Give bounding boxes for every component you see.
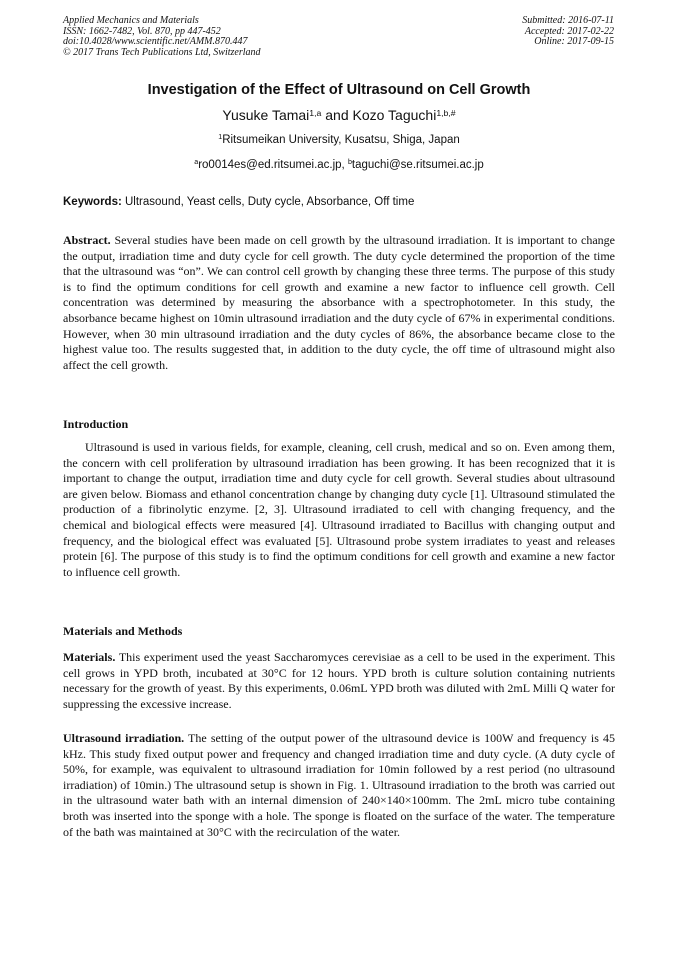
irradiation-text: The setting of the output power of the ultrasound device is 100W and frequency is 45 kHz. This study fixed output power and frequency and changed irradiation time and duty cycle. (A duty cycle of 50%, for example, was equivalent to ultrasound irradiation for 10min followed by a rest period (no ultrasound irradiation) of 10min.) The ultrasound setup is shown in Fig. 1. Ultrasound irradiation to the broth was carried out in the ultrasound water bath with an internal dimension of 240×140×100mm. The 2mL micro tube containing broth was inserted into the sponge with a hole. The sponge is floated on the surface of the water. The temperature of the bath was maintained at 30°C with the recirculation of the water. [63, 731, 615, 839]
online-date: Online: 2017-09-15 [534, 36, 614, 48]
journal-name: Applied Mechanics and Materials [63, 15, 199, 26]
author-line [0, 107, 678, 123]
materials-label: Materials. [63, 650, 116, 664]
abstract-label: Abstract. [63, 233, 111, 247]
author-name: Kozo Taguchi [352, 107, 437, 123]
abstract [63, 233, 615, 373]
irradiation-label: Ultrasound irradiation. [63, 731, 185, 745]
author-conjunction: and [321, 107, 353, 123]
keywords-text: Ultrasound, Yeast cells, Duty cycle, Absorbance, Off time [121, 196, 415, 208]
email-line [0, 159, 678, 171]
abstract-text: Several studies have been made on cell growth by the ultrasound irradiation. It is important to change the output, irradiation time and duty cycle for cell growth. The duty cycle determined the proportion of the time that the ultrasound was “on”. We can control cell growth by changing these three terms. The purpose of this study is to find the optimum conditions for cell growth and examine a new factor to influence cell growth. Cell concentration was determined by measuring the absorbance with a spectrophotometer. In this study, the absorbance became highest on 10min ultrasound irradiation and the duty cycle of 67% in experimental conditions. However, when 30 min ultrasound irradiation and the duty cycles of 86%, the absorbance became close to the highest value too. The results suggested that, in addition to the duty cycle, the off time of ultrasound might also affect the cell growth. [63, 233, 615, 372]
keywords-label: Keywords: [63, 196, 122, 208]
doi-line: doi:10.4028/www.scientific.net/AMM.870.447 [63, 36, 248, 48]
date-info [522, 16, 614, 48]
author-superscript: 1,b,# [436, 107, 456, 118]
materials-paragraph [63, 650, 615, 712]
copyright-line: © 2017 Trans Tech Publications Ltd, Switzerland [63, 46, 261, 58]
affiliation-superscript: 1 [218, 133, 223, 142]
irradiation-paragraph [63, 731, 615, 840]
affiliation [0, 134, 678, 146]
materials-text: This experiment used the yeast Saccharomyces cerevisiae as a cell to be used in the experiment. This cell grows in YPD broth, incubated at 30°C for 12 hours. YPD broth is culture solution containing nutrients necessary for the growth of yeast. By this experiments, 0.06mL YPD broth was diluted with 2mL Milli Q water for suppressing the excessive increase. [63, 650, 615, 711]
materials-methods-heading: Materials and Methods [63, 624, 183, 638]
journal-info [63, 16, 261, 58]
keywords [63, 196, 615, 208]
email-a: ro0014es@ed.ritsumei.ac.jp, [198, 159, 348, 171]
introduction-text: Ultrasound is used in various fields, for example, cleaning, cell crush, medical and so on. Even among them, the concern with cell proliferation by ultrasound irradiation has been growing. It has been recognized that it is important to change the output, irradiation time and duty cycle for cell growth. Several studies about ultrasound are given below. Biomass and ethanol concentration change by changing duty cycle [1]. Ultrasound stimulated the production of a fibrinolytic enzyme. [2, 3]. Ultrasound irradiated to cell with changing frequency, and the chemical and biological effects were measured [4]. Ultrasound irradiated to Bacillus with changing output and frequency, and the biological effect was evaluated [5]. Ultrasound probe system irradiates to yeast and releases protein [6]. The purpose of this study is to find the optimum conditions for cell growth and examine a new factor to influence cell growth. [63, 440, 615, 579]
email-superscript: b [347, 158, 352, 167]
issn-line: ISSN: 1662-7482, Vol. 870, pp 447-452 [63, 25, 221, 37]
introduction-body [63, 440, 615, 580]
email-superscript: a [194, 158, 199, 167]
email-b: taguchi@se.ritsumei.ac.jp [351, 159, 484, 171]
introduction-heading: Introduction [63, 417, 129, 431]
author-name: Yusuke Tamai [222, 107, 310, 123]
accepted-date: Accepted: 2017-02-22 [524, 25, 614, 37]
submitted-date: Submitted: 2016-07-11 [522, 15, 614, 26]
author-superscript: 1,a [309, 107, 322, 118]
affiliation-text: Ritsumeikan University, Kusatsu, Shiga, Japan [222, 134, 460, 146]
paper-title: Investigation of the Effect of Ultrasound on Cell Growth [147, 82, 531, 98]
